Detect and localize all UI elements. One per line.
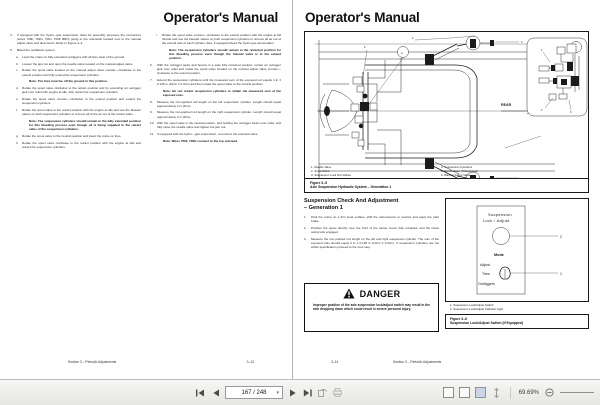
suspension-switch-drawing — [446, 199, 588, 301]
list-marker: 4. — [10, 33, 13, 37]
list-text: Rotate the spool valve counter—clockwise to the extend position with the engine at full throttle and use the bleeder valves on both suspension cylinders to remove all air out of the extend side of each cylinder. Also, if equipped bleed the hydro gas accumulator. — [162, 33, 281, 46]
list-text: If equipped with the hydro—gas suspension, re-connect the solenoid valve. — [157, 132, 259, 137]
list-text: Rotate the spool valve to the neutral position and lower the crane on tires. — [22, 133, 122, 138]
figure-switch-legend — [450, 303, 584, 311]
panel-option-adjust: Adjust — [480, 263, 490, 267]
panel-title-line1: Suspension — [488, 212, 512, 217]
list-item — [10, 141, 141, 149]
zoom-out-icon[interactable] — [544, 387, 555, 398]
rotate-view-icon[interactable] — [317, 387, 328, 398]
list-item — [10, 48, 141, 52]
list-item — [10, 108, 141, 116]
list-item — [10, 33, 141, 45]
legend-item: 2. Suspension Lock/Adjust Indicator Light — [450, 307, 504, 312]
legend-item: 1. Suspension Lock/Adjust Switch — [450, 303, 494, 307]
list-marker: c. — [16, 68, 19, 73]
list-text: Rotate the spool valve to the retract position with the engine at idle and use the bleeder valves on both suspension cylinders to remove all of the air out of the retract sides. — [22, 107, 141, 117]
figure-3-6-caption-box — [445, 314, 589, 329]
list-item — [150, 110, 281, 118]
figure-3-6-caption: Suspension Lock/Adjust Switch (If Equipped) — [450, 321, 524, 326]
callout-1: 1 — [560, 272, 562, 276]
indicator-lamp — [493, 228, 510, 245]
danger-label: DANGER — [359, 288, 401, 299]
legend-item: 6. Manual Adjust Valve — [441, 173, 471, 178]
footer-section-right: Section 3 – Periodic Adjustments — [393, 360, 442, 364]
list-marker: 1. — [304, 215, 307, 220]
footer-section-left: Section 3 – Periodic Adjustments — [68, 360, 117, 364]
list-marker: 5. — [10, 47, 13, 52]
legend-item: 5. Accumulator (If Equipped) — [441, 169, 478, 174]
fit-height-icon[interactable] — [491, 387, 502, 398]
figure-3-5-number: Figure 3–5 — [310, 180, 327, 185]
list-item — [150, 121, 281, 129]
zoom-slider-track[interactable] — [560, 392, 594, 393]
panel-title-line2: Lock / Adjust — [483, 218, 510, 223]
first-page-icon[interactable] — [195, 387, 206, 398]
zoom-level-value: 69.69% — [518, 389, 539, 396]
list-marker: g. — [16, 133, 19, 138]
list-item — [150, 132, 281, 136]
list-item — [304, 226, 439, 234]
left-page-columns — [10, 33, 282, 152]
list-item — [10, 97, 141, 105]
list-item — [10, 62, 141, 66]
list-marker: e. — [16, 97, 19, 102]
legend-item: 2. Spool Valve — [311, 169, 330, 174]
list-item — [304, 237, 439, 249]
list-text: With the outrigger jacks and beams in a safe fully retracted position, retract an outrigger jack over relief and rotate the spool valve located on the manual adjust valve counter—clockwise to the extend position. — [157, 62, 281, 75]
svg-text:2: 2 — [541, 109, 543, 112]
suspension-check-section — [304, 198, 439, 252]
list-marker: 7. — [150, 77, 153, 82]
callout-2: 2 — [560, 235, 562, 239]
list-marker: d. — [16, 86, 19, 91]
figure-3-5-caption: Axle Suspension Hydraulic System – Generation 1 — [310, 185, 392, 190]
next-page-icon[interactable] — [287, 387, 298, 398]
note-text: Note: The suspension cylinders should remain in the retracted position for this bleeding process even though the manual valve is in the extend position. — [169, 47, 281, 61]
viewer-toolbar[interactable] — [0, 379, 600, 405]
svg-text:6: 6 — [570, 111, 572, 114]
list-marker: 2. — [304, 226, 307, 231]
toolbar-separator — [510, 387, 511, 399]
list-marker: 9. — [150, 110, 153, 115]
page-number-input[interactable] — [225, 386, 283, 399]
list-item — [150, 63, 281, 75]
figure-hydraulic-legend-right — [441, 165, 571, 177]
panel-option-tires: Tires — [482, 272, 490, 276]
list-item — [150, 100, 281, 108]
list-text: If equipped with the hydro—gas suspension, label for assembly purposes the connectors (wires 709F, 709G, 709J, 709K BRN) going to the solenoids located next to the manual adjust valve and disconnect. Refer to Figure 3–4. — [17, 33, 141, 46]
print-icon[interactable] — [332, 387, 343, 398]
warning-triangle-icon — [343, 288, 355, 299]
list-marker: i. — [156, 33, 158, 37]
page-right[interactable] — [293, 0, 600, 380]
list-text: Rotate the spool valve located on the manual adjust valve counter—clockwise to the extend position and fully extend the suspension cylinders. — [22, 68, 141, 77]
list-marker: b. — [16, 61, 19, 66]
danger-header — [305, 284, 438, 299]
svg-text:6: 6 — [364, 46, 366, 49]
svg-text:3: 3 — [521, 41, 523, 44]
section-heading-line2: – Generation 1 — [304, 205, 343, 212]
list-marker: 6. — [150, 62, 153, 67]
previous-page-icon[interactable] — [210, 387, 221, 398]
chevron-down-icon[interactable]: ▾ — [276, 389, 279, 396]
figure-3-5-caption-box — [304, 178, 589, 193]
left-page-column-1 — [10, 33, 141, 152]
page-left[interactable] — [0, 0, 293, 380]
list-item — [150, 78, 281, 86]
list-item — [150, 33, 281, 45]
list-text: Rotate the spool valve counter—clockwise to the extend position and extend the suspension cylinders. — [22, 97, 141, 106]
view-and-zoom-group[interactable] — [443, 387, 594, 399]
list-marker: f. — [16, 107, 18, 112]
list-marker: 3. — [304, 237, 307, 242]
left-page-column-2 — [150, 33, 281, 152]
legend-item: 1. Needle Valve — [311, 165, 332, 169]
zoom-slider[interactable] — [560, 392, 594, 393]
list-item — [10, 55, 141, 59]
danger-warning-box — [304, 283, 439, 332]
list-marker: 10. — [150, 121, 155, 126]
list-marker: 11. — [150, 132, 155, 137]
rear-callout-label: REAR — [501, 103, 512, 107]
list-text: Position the upper directly over the front of the carrier, boom fully retracted, and the travel swing lock engaged. — [311, 226, 439, 235]
page-title-right: Operator's Manual — [305, 10, 420, 25]
panel-mode-label: Mode — [494, 253, 504, 257]
note-text: Note: Wires 709F, 709G connect to the top solenoid. — [163, 139, 238, 144]
footer-page-right: 3–14 — [331, 360, 339, 364]
page-navigation-group[interactable] — [195, 386, 405, 399]
list-text: Measure the non-painted rod length on the right suspension cylinder. Length should equal approximately 2 in (5cm). — [157, 110, 281, 119]
page-number-value: 167 / 248 — [241, 389, 267, 396]
section-heading-line1: Suspension Check And Adjustment — [304, 198, 399, 204]
note-text: Note: Do not retract suspension cylinders to obtain the measured sum of the exposed rods. — [163, 88, 281, 97]
list-text: Level the crane on fully extended outriggers with all tires clear of the ground. — [22, 54, 125, 59]
list-item — [10, 86, 141, 94]
note-text: Note: The suspension cylinders should remain in the fully extended position for this bleeding process even though oil is being supplied to the retract sides of the suspension cylinders. — [29, 118, 141, 131]
figure-hydraulic-legend-left — [311, 165, 441, 177]
svg-text:1: 1 — [541, 49, 543, 52]
book-view-icon[interactable] — [475, 387, 486, 398]
danger-text: Improper position of the axle suspension lock/adjust switch may result in the axle dropping down which could result in severe personal injury. — [313, 302, 430, 311]
list-text: Measure the non painted rod length on the left and right suspension cylinder. The sum of the exposed rods should equal 4 in ± 0.125 in (10cm ± 0.3cm). If suspension cylinders are not within specification proceed to the next step. — [311, 237, 439, 250]
list-text: Rotate the spool valve clockwise to the retract position with the engine at idle and retract the suspension cylinders. — [22, 140, 141, 149]
note-text: Note: The tires must be off the ground in this position. — [29, 79, 108, 84]
list-item — [10, 134, 141, 138]
list-text: Rotate the spool valve clockwise to the retract position and by extending an outrigger jack over relief with engine at idle, fully retract the suspension cylinders. — [22, 86, 141, 95]
page-title-left: Operator's Manual — [163, 10, 278, 25]
figure-3-6-number: Figure 3–6 — [450, 316, 467, 321]
list-marker: 8. — [150, 99, 153, 104]
list-text: Loosen the jam nut and open the needle valve located on the manual adjust valve. — [22, 61, 134, 66]
detail-bubble-label: A — [401, 52, 403, 55]
last-page-icon[interactable] — [302, 387, 313, 398]
list-item — [304, 215, 439, 223]
legend-item: 4. Suspension Cylinders — [441, 165, 473, 169]
list-marker: a. — [16, 54, 19, 59]
list-marker: h. — [16, 140, 19, 145]
list-text: Measure the non-painted rod length on the left suspension cylinder. Length should equal approximately 2 in (5cm). — [157, 99, 281, 108]
single-page-view-icon[interactable] — [443, 387, 454, 398]
list-text: Extend the suspension cylinders until the measured sum of the exposed rod equals 4 in ± 0.125 in (10cm ± 0.3cm) and then rotate the spool valve to the neutral position. — [157, 77, 281, 86]
svg-text:4: 4 — [412, 37, 414, 40]
facing-page-view-icon[interactable] — [459, 387, 470, 398]
list-text: Bleed the oscillation system. — [17, 47, 56, 52]
list-text: With the spool valve in the neutral position, and holding the outrigger beam over relief, and fully close the needle valve and tighten the jam nut. — [157, 121, 281, 130]
panel-option-outriggers: Outriggers — [478, 282, 495, 286]
footer-page-left: 3–13 — [246, 360, 254, 364]
figure-switch-panel — [445, 198, 589, 302]
list-text: Park the crane on a firm level surface, shift the transmission to neutral, and apply the park brake. — [311, 215, 439, 224]
list-item — [10, 68, 141, 76]
legend-item: 3. Suspension Lock Out Valves — [311, 173, 351, 178]
